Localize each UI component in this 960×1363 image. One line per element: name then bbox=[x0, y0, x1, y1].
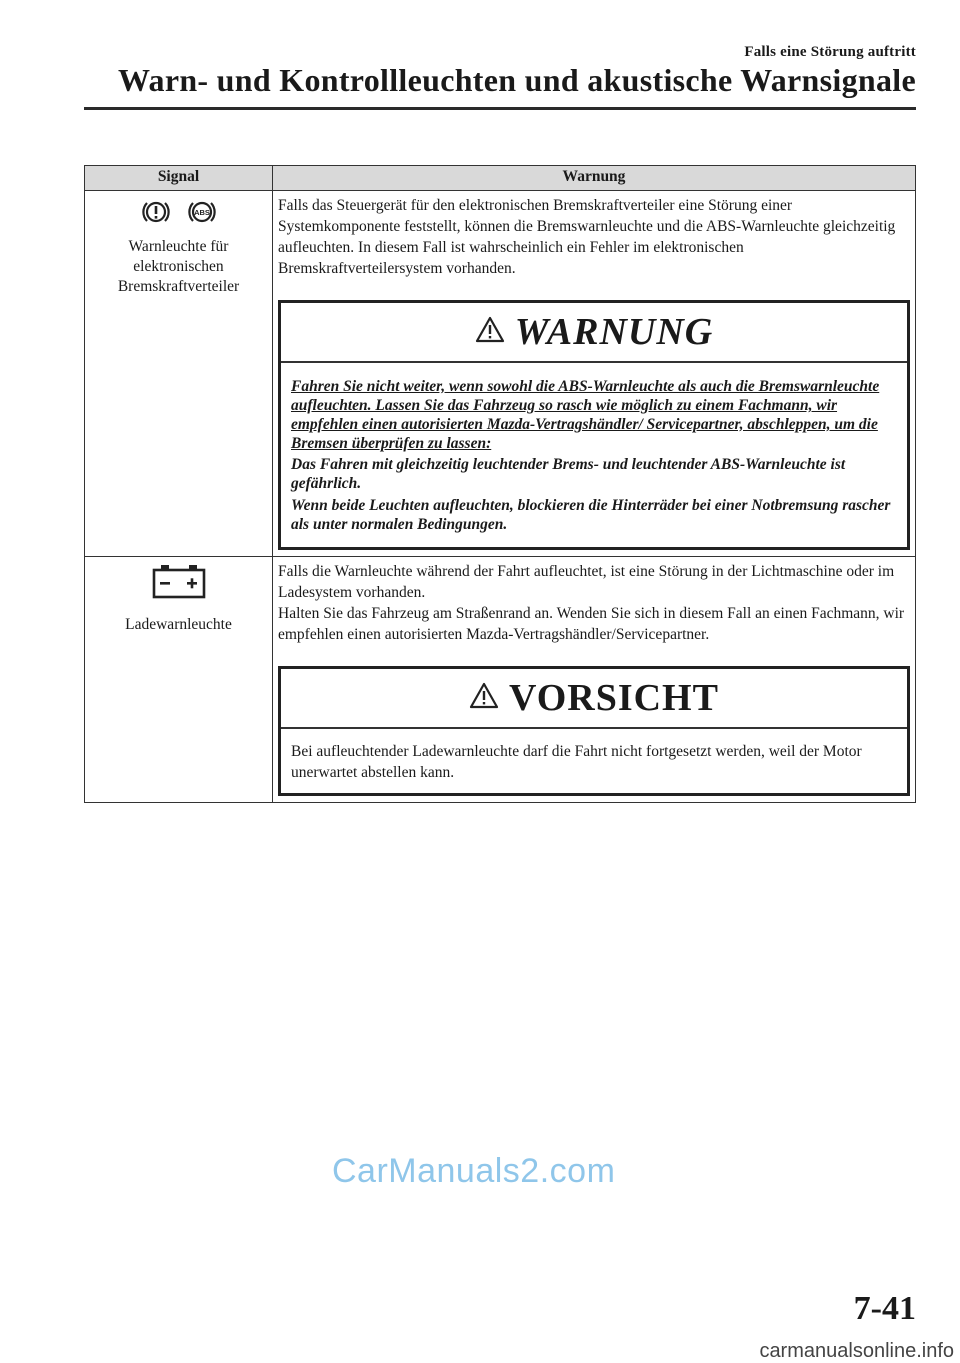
warning-triangle-icon bbox=[475, 316, 505, 349]
table-row bbox=[85, 557, 916, 803]
watermark: CarManuals2.com bbox=[332, 1152, 616, 1190]
column-header-signal: Signal bbox=[85, 166, 273, 191]
page-title: Warn- und Kontrollleuchten und akustische Warnsignale bbox=[117, 62, 916, 98]
warning-description: Halten Sie das Fahrzeug am Straßenrand an. Wenden Sie sich in diesem Fall an einen Fachmann, wir empfehlen einen autorisierten Mazda-Vertragshändler/Servicepartner. bbox=[278, 605, 905, 643]
caution-box-text: Bei aufleuchtender Ladewarnleuchte darf die Fahrt nicht fortgesetzt werden, weil der Motor unerwartet abstellen kann. bbox=[291, 743, 862, 781]
section-title: Falls eine Störung auftritt bbox=[744, 44, 916, 60]
caution-box bbox=[278, 666, 910, 796]
signal-caption-line: Bremskraftverteiler bbox=[117, 278, 240, 295]
header-divider bbox=[84, 107, 916, 110]
warning-lights-table bbox=[84, 165, 916, 803]
signal-cell-ebd bbox=[85, 191, 273, 557]
warning-triangle-icon bbox=[469, 682, 499, 715]
signal-caption-line: Warnleuchte für bbox=[128, 238, 229, 255]
table-row bbox=[85, 191, 916, 557]
page-number: 7-41 bbox=[853, 1290, 916, 1327]
signal-caption-line: Ladewarnleuchte bbox=[125, 616, 232, 633]
signal-caption-line: elektronischen bbox=[133, 258, 224, 275]
warning-box-title: WARNUNG bbox=[514, 310, 714, 353]
footer-site: carmanualsonline.info bbox=[759, 1340, 954, 1362]
warning-box bbox=[278, 300, 910, 550]
warning-description: Falls das Steuergerät für den elektronischen Bremskraftverteiler eine Störung einer Systemkomponente feststellt, können die Bremswarnleuchte und die ABS-Warnleuchte gleichzeitig aufleuchten. In diesem Fall ist wahrscheinlich ein Fehler im elektronischen Bremskraftverteilersystem vorhanden. bbox=[278, 197, 896, 277]
warning-box-paragraph: Das Fahren mit gleichzeitig leuchtender Brems- und leuchtender ABS-Warnleuchte ist gefährlich. bbox=[291, 456, 846, 492]
column-header-warning: Warnung bbox=[273, 166, 916, 191]
abs-warning-icon bbox=[187, 197, 217, 233]
warning-description: Falls die Warnleuchte während der Fahrt aufleuchtet, ist eine Störung in der Lichtmaschine oder im Ladesystem vorhanden. bbox=[278, 563, 895, 601]
warning-box-paragraph: Wenn beide Leuchten aufleuchten, blockieren die Hinterräder bei einer Notbremsung rascher als unter normalen Bedingungen. bbox=[291, 497, 891, 533]
brake-warning-icon bbox=[141, 197, 171, 233]
abs-icon-label: ABS bbox=[193, 208, 210, 217]
table-header-row bbox=[85, 166, 916, 191]
caution-box-title: VORSICHT bbox=[509, 676, 719, 719]
warning-cell-charging bbox=[273, 557, 916, 803]
warning-box-instruction: Fahren Sie nicht weiter, wenn sowohl die ABS-Warnleuchte als auch die Bremswarnleuchte aufleuchten. Lassen Sie das Fahrzeug so rasch wie möglich zu einem Fachmann, wir empfehlen einen autorisierten Mazda-Vertragshändler/ Servicepartner, abschleppen, um die Bremsen überprüfen zu lassen: bbox=[291, 378, 880, 452]
battery-charge-icon bbox=[151, 563, 207, 605]
signal-cell-charging bbox=[85, 557, 273, 803]
warning-cell-ebd bbox=[273, 191, 916, 557]
